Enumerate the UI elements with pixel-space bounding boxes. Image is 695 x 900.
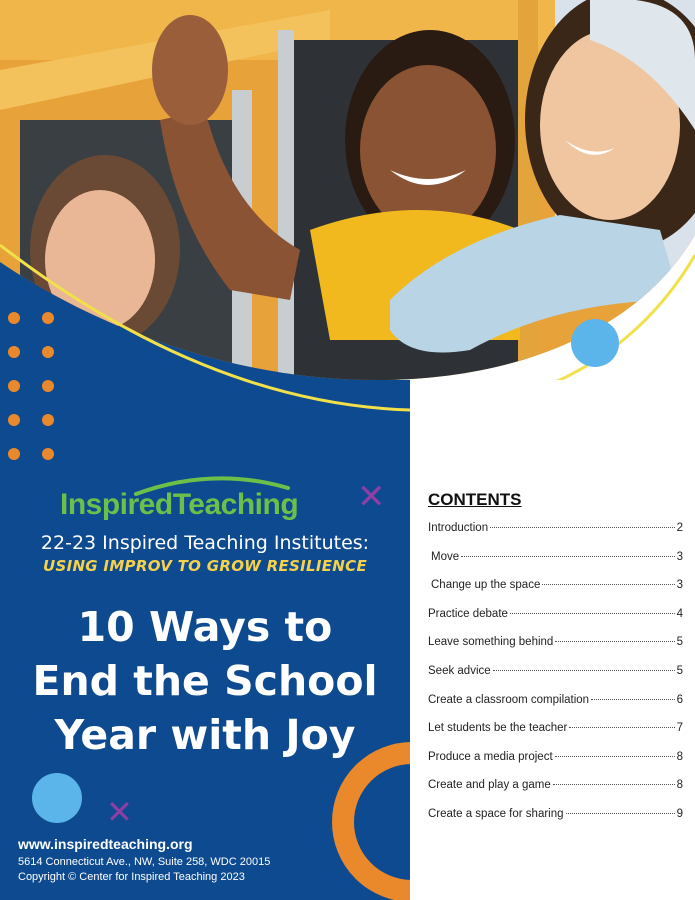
toc-item-page: 6	[676, 693, 683, 706]
toc-leader-dots	[555, 641, 674, 642]
toc-leader-dots	[542, 584, 674, 585]
footer	[18, 836, 338, 885]
toc-item-page: 5	[676, 636, 683, 649]
website-link[interactable]: www.inspiredteaching.org	[18, 836, 193, 852]
title-line-3: Year with Joy	[54, 711, 356, 759]
toc-item-page: 5	[676, 664, 683, 677]
toc-item-page: 3	[676, 550, 683, 563]
dot-grid-icon	[8, 312, 60, 472]
toc-item[interactable]	[428, 751, 683, 780]
toc-item[interactable]	[428, 551, 683, 580]
title-line-1: 10 Ways to	[77, 603, 333, 651]
toc-item[interactable]	[428, 808, 683, 837]
title-line-2: End the School	[32, 657, 378, 705]
toc-item-page: 2	[676, 522, 683, 534]
x-mark-icon: ✕	[106, 793, 133, 831]
address-text: 5614 Connecticut Ave., NW, Suite 258, WDC 20015	[18, 856, 271, 868]
toc-item[interactable]	[428, 694, 683, 723]
toc-item-label: Produce a media project	[428, 750, 553, 763]
toc-item-page: 8	[676, 750, 683, 763]
toc-item-page: 7	[676, 722, 683, 735]
institute-title: 22-23 Inspired Teaching Institutes:	[40, 532, 370, 554]
toc-item[interactable]	[428, 779, 683, 808]
toc-item-label: Change up the space	[431, 579, 541, 592]
toc-leader-dots	[555, 756, 675, 757]
inspired-teaching-logo	[60, 470, 340, 530]
toc-item[interactable]	[428, 579, 683, 608]
toc-leader-dots	[553, 784, 675, 785]
toc-leader-dots	[566, 813, 675, 814]
copyright-text: Copyright © Center for Inspired Teaching 2023	[18, 871, 245, 883]
toc-item[interactable]	[428, 636, 683, 665]
toc-item-label: Seek advice	[428, 664, 491, 677]
toc-item-page: 3	[676, 579, 683, 592]
toc-item[interactable]	[428, 522, 683, 551]
toc-item-label: Move	[431, 550, 460, 563]
table-of-contents	[428, 490, 683, 837]
toc-list	[428, 522, 683, 837]
toc-item-page: 8	[676, 779, 683, 792]
toc-item-label: Leave something behind	[428, 636, 554, 649]
toc-item[interactable]	[428, 608, 683, 637]
toc-item-label: Let students be the teacher	[428, 722, 568, 735]
toc-item[interactable]	[428, 722, 683, 751]
page-title	[0, 600, 410, 762]
toc-item-label: Create and play a game	[428, 779, 551, 792]
toc-leader-dots	[510, 613, 675, 614]
toc-item-label: Create a classroom compilation	[428, 693, 590, 706]
contents-heading: CONTENTS	[428, 490, 522, 509]
circle-decoration-icon	[32, 773, 82, 823]
toc-leader-dots	[461, 556, 674, 557]
cover-photo	[0, 0, 695, 430]
logo-text: InspiredTeaching	[60, 488, 299, 521]
toc-item[interactable]	[428, 665, 683, 694]
x-mark-icon: ✕	[357, 477, 386, 517]
toc-item-label: Practice debate	[428, 607, 508, 620]
institute-subtitle: USING IMPROV TO GROW RESILIENCE	[42, 557, 367, 575]
toc-item-page: 4	[676, 607, 683, 620]
toc-item-label: Create a space for sharing	[428, 807, 564, 820]
toc-leader-dots	[591, 699, 675, 700]
toc-leader-dots	[493, 670, 675, 671]
toc-item-label: Introduction	[428, 522, 489, 534]
toc-item-page: 9	[676, 807, 683, 820]
toc-leader-dots	[490, 527, 674, 528]
toc-leader-dots	[569, 727, 674, 728]
